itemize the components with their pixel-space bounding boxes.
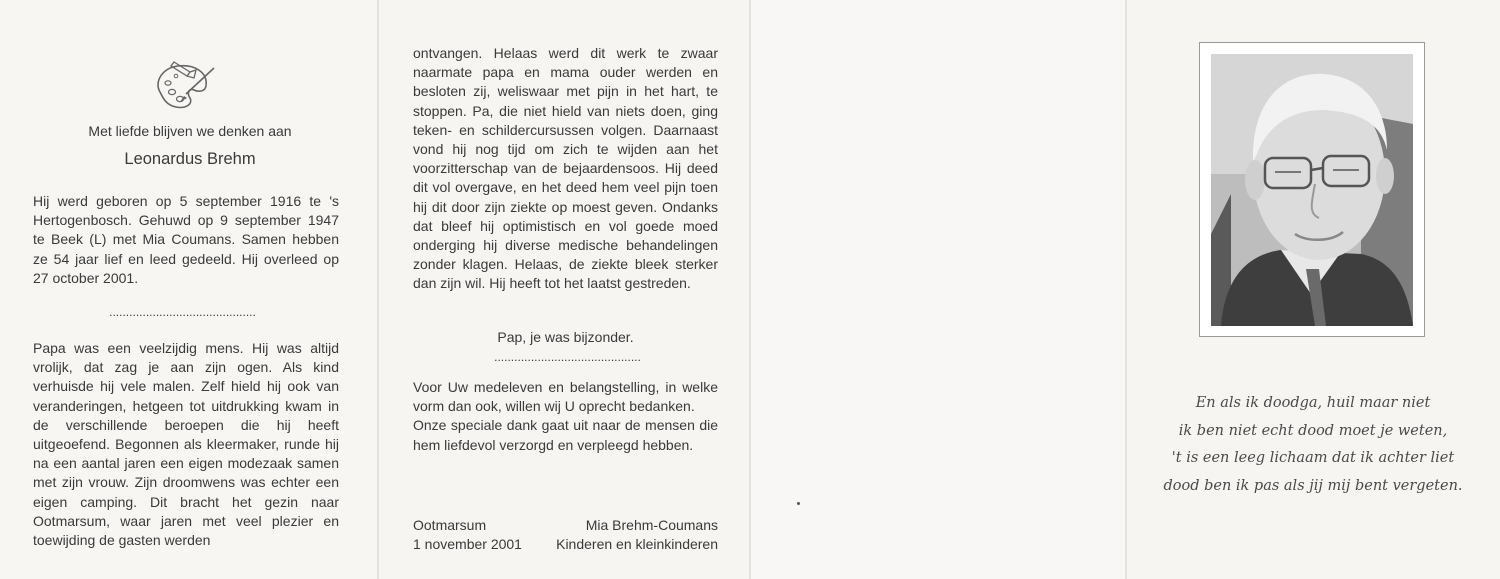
portrait-photo bbox=[1211, 54, 1413, 326]
thanks-paragraph: Onze speciale dank gaat uit naar de mensen die hem liefdevol verzorgd en verpleegd hebben. bbox=[413, 417, 718, 453]
closing-line: Pap, je was bijzonder. bbox=[497, 329, 634, 345]
thanks-paragraph: Voor Uw medeleven en belangstelling, in welke vorm dan ook, willen wij U oprecht bedanken. bbox=[413, 379, 718, 415]
bio-paragraph: Hij werd geboren op 5 september 1916 te 's Hertogenbosch. Gehuwd op 9 september 1947 te Beek (L) met Mia Coumans. Samen hebben ze 54 jaar lief en leed gedeeld. Hij overleed op 27 october 2001. bbox=[33, 193, 339, 286]
family: Kinderen en kleinkinderen bbox=[556, 536, 718, 553]
life-story-continuation: ontvangen. Helaas werd dit werk te zwaar naarmate papa en mama ouder werden en besloten zij, weliswaar met pijn in het hart, te stoppen. Pa, die niet hield van niets doen, ging teken- en schildercursussen volgen. Daarnaast vond hij nog tijd om zich te wijden aan het voorzitterschap van de bejaardensoos. Hij deed dit vol overgave, en het deed hem veel pijn toen hij dit door zijn ziekte op moest geven. Ondanks dat bleef hij optimistisch en vol goede moed onderging hij diverse medische behandelingen zonder klagen. Helaas, de ziekte bleek sterker dan zijn wil. Hij heeft tot het laatst gestreden. bbox=[413, 45, 718, 292]
place-date bbox=[413, 516, 553, 554]
fold-line bbox=[1125, 0, 1127, 579]
poem-line: 't is een leeg lichaam dat ik achter liet bbox=[1171, 450, 1455, 466]
poem-line: ik ben niet echt dood moet je weten, bbox=[1178, 422, 1448, 439]
poem bbox=[1150, 390, 1476, 500]
fold-line bbox=[749, 0, 751, 579]
deceased-name: Leonardus Brehm bbox=[124, 150, 256, 168]
signed-by: Mia Brehm-Coumans bbox=[585, 517, 718, 533]
poem-line: dood ben ik pas als jij mij bent vergeten. bbox=[1163, 477, 1463, 494]
place: Ootmarsum bbox=[413, 517, 487, 533]
dotted-divider: ............................................ bbox=[109, 305, 256, 319]
portrait-frame bbox=[1199, 42, 1425, 337]
blank-panel bbox=[750, 0, 1126, 579]
poem-line: En als ik doodga, huil maar niet bbox=[1195, 395, 1431, 411]
palette-brush-icon bbox=[150, 54, 220, 114]
intro-text: Met liefde blijven we denken aan bbox=[88, 123, 292, 139]
thanks-block bbox=[413, 378, 718, 455]
date: 1 november 2001 bbox=[413, 536, 522, 553]
signature bbox=[540, 516, 718, 554]
life-story-paragraph: Papa was een veelzijdig mens. Hij was altijd vrolijk, dat zag je aan zijn ogen. Als kind verhuisde hij vele malen. Zelf hield hij ook van veranderingen, hetgeen tot uitdrukking kwam in de verschillende beroepen die hij heeft uitgeoefend. Begonnen als kleermaker, runde hij na een aantal jaren een eigen modezaak samen met zijn vrouw. Zijn droomwens was echter een eigen camping. Dit bracht het gezin naar Ootmarsum, waar jaren met veel plezier en toewijding de gasten werden bbox=[33, 340, 339, 549]
dotted-divider: ............................................ bbox=[494, 350, 641, 364]
fold-line bbox=[377, 0, 379, 579]
paper-speck bbox=[797, 502, 800, 505]
